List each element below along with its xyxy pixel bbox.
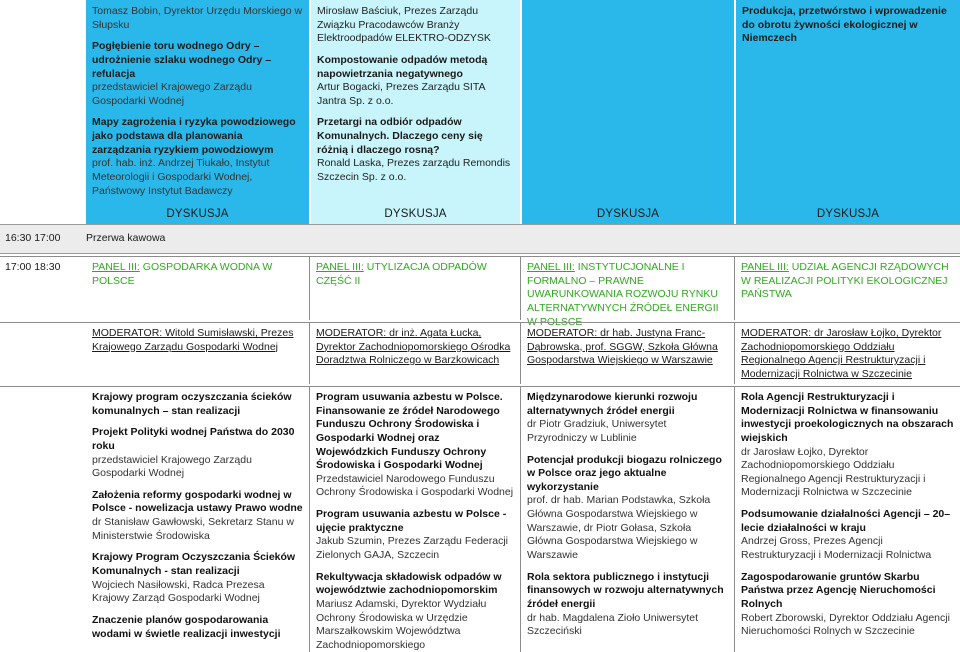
talk-title: Pogłębienie toru wodnego Odry – udrożnienie szlaku wodnego Odry – refulacja bbox=[92, 40, 272, 80]
talk-title: Rola Agencji Restrukturyzacji i Modernizacji Rolnictwa w finansowaniu inwestycji proekologicznych na obszarach wiejskich bbox=[741, 391, 954, 444]
talk-block bbox=[317, 116, 514, 184]
talk-block bbox=[741, 391, 954, 500]
talks-col-1 bbox=[86, 387, 309, 652]
session-time: 17:00 18:30 bbox=[5, 261, 61, 273]
moderator: MODERATOR: dr Jarosław Łojko, Dyrektor Zachodniopomorskiego Oddziału Regionalnego Agencji Restrukturyzacji i Modernizacji Rolnictwa w Szczecinie bbox=[734, 323, 960, 384]
panel-prefix: PANEL III: bbox=[527, 261, 575, 273]
discussion-label: DYSKUSJA bbox=[166, 208, 229, 220]
talk-block bbox=[527, 454, 728, 563]
speaker: Ronald Laska, Prezes zarządu Remondis Szczecin Sp. z o.o. bbox=[317, 157, 511, 184]
speaker: Tomasz Bobin, Dyrektor Urzędu Morskiego w Słupsku bbox=[92, 5, 303, 31]
panel-prefix: PANEL III: bbox=[316, 261, 364, 273]
moderator: MODERATOR: Witold Sumisławski, Prezes Krajowego Zarządu Gospodarki Wodnej bbox=[92, 327, 294, 353]
talks-row bbox=[0, 386, 960, 652]
talk-title: Krajowy program oczyszczania ścieków komunalnych – stan realizacji bbox=[92, 391, 292, 417]
talk-title: Rekultywacja składowisk odpadów w województwie zachodniopomorskim bbox=[316, 570, 502, 597]
panel-title bbox=[520, 257, 734, 328]
panel-name: INSTYTUCJONALNE I FORMALNO – PRAWNE UWARUNKOWANIA ROZWOJU RYNKU ALTERNATYWNYCH ŹRÓDEŁ ENERGII W POLSCE bbox=[527, 261, 719, 328]
talk-block bbox=[92, 40, 303, 108]
talk-title: Finansowanie ze źródeł Narodowego Funduszu Ochrony Środowiska i Gospodarki Wodnej oraz Wojewódzkich Funduszy Ochrony Środowiska i Gospodarki Wodnej bbox=[316, 404, 500, 472]
moderator: MODERATOR: dr hab. Justyna Franc-Dąbrowska, prof. SGGW, Szkoła Główna Gospodarstwa Wiejskiego w Warszawie bbox=[520, 323, 734, 384]
talk-title: Program usuwania azbestu w Polsce - ujęcie praktyczne bbox=[316, 508, 507, 534]
panel-name: UDZIAŁ AGENCJI RZĄDOWYCH W REALIZACJI POLITYKI EKOLOGICZNEJ PAŃSTWA bbox=[741, 261, 949, 301]
top-col-1 bbox=[86, 0, 309, 224]
discussion-label: DYSKUSJA bbox=[816, 208, 880, 220]
speaker: dr Piotr Gradziuk, Uniwersytet Przyrodniczy w Lublinie bbox=[527, 418, 667, 444]
panel-session bbox=[0, 256, 960, 652]
talk-block bbox=[317, 5, 514, 46]
panel-name: UTYLIZACJA ODPADÓW CZĘŚĆ II bbox=[316, 261, 487, 287]
talks-col-2 bbox=[309, 387, 520, 652]
talk-title: Produkcja, przetwórstwo i wprowadzenie do obrotu żywności ekologicznej w Niemczech bbox=[742, 5, 947, 45]
moderator-row bbox=[0, 322, 960, 384]
talk-title: Przetargi na odbiór odpadów Komunalnych. Dlaczego ceny się różnią i dlaczego rosną? bbox=[317, 116, 483, 156]
talk-block bbox=[92, 391, 303, 418]
top-col-2 bbox=[309, 0, 520, 224]
talk-title: Międzynarodowe kierunki rozwoju alternatywnych źródeł energii bbox=[527, 391, 698, 417]
panel-prefix: PANEL III: bbox=[92, 261, 140, 273]
discussion-label: DYSKUSJA bbox=[596, 208, 660, 220]
talk-block bbox=[316, 571, 514, 652]
talk-block bbox=[92, 5, 303, 32]
moderator: MODERATOR: dr inż. Agata Łucka, Dyrektor Zachodniopomorskiego Ośrodka Doradztwa Rolniczego w Barzkowicach bbox=[309, 323, 520, 384]
break-label: Przerwa kawowa bbox=[86, 232, 166, 245]
talk-block bbox=[741, 571, 954, 639]
talks-col-3 bbox=[520, 387, 734, 652]
talk-title: Rola sektora publicznego i instytucji finansowych w rozwoju alternatywnych źródeł energii bbox=[527, 570, 724, 610]
speaker: przedstawiciel Krajowego Zarządu Gospodarki Wodnej bbox=[92, 453, 252, 480]
talk-title: Podsumowanie działalności Agencji – 20–lecie działalności w kraju bbox=[741, 508, 951, 534]
speaker: dr Stanisław Gawłowski, Sekretarz Stanu w Ministerstwie Środowiska bbox=[92, 516, 294, 542]
talk-title: Mapy zagrożenia i ryzyka powodziowego jako podstawa dla planowania zarządzania ryzykiem powodziowym bbox=[92, 116, 296, 156]
talk-block bbox=[92, 489, 303, 544]
talk-block bbox=[316, 405, 514, 500]
panel-title-row bbox=[0, 256, 960, 328]
talk-block bbox=[316, 508, 514, 563]
talk-title: Kompostowanie odpadów metodą napowietrzania negatywnego bbox=[317, 53, 488, 80]
talk-title: Założenia reformy gospodarki wodnej w Polsce - nowelizacja ustawy Prawo wodne bbox=[92, 488, 303, 515]
talk-block bbox=[527, 391, 728, 446]
speaker: Robert Zborowski, Dyrektor Oddziału Agencji Nieruchomości Rolnych w Szczecinie bbox=[741, 611, 950, 638]
speaker: prof. hab. inż. Andrzej Tiukało, Instytut Meteorologii i Gospodarki Wodnej, Państwowy Instytut Badawczy bbox=[92, 157, 270, 197]
panel-prefix: PANEL III: bbox=[741, 261, 789, 273]
discussion-label: DYSKUSJA bbox=[384, 208, 447, 220]
panel-title bbox=[309, 257, 520, 320]
talk-block bbox=[742, 5, 954, 46]
speaker: dr Jarosław Łojko, Dyrektor Zachodniopomorskiego Oddziału Regionalnego Agencji Restrukturyzacji i Modernizacji Rolnictwa w Szczecinie bbox=[741, 445, 926, 499]
talk-block bbox=[317, 54, 514, 109]
talk-block bbox=[741, 508, 954, 563]
panel-name: GOSPODARKA WODNA W POLSCE bbox=[92, 261, 273, 287]
speaker: Jakub Szumin, Prezes Zarządu Federacji Zielonych GAJA, Szczecin bbox=[316, 535, 508, 562]
top-col-4 bbox=[734, 0, 960, 224]
talk-block bbox=[92, 116, 303, 198]
talk-title: Zagospodarowanie gruntów Skarbu Państwa przez Agencję Nieruchomości Rolnych bbox=[741, 570, 936, 610]
panel-title bbox=[734, 257, 960, 320]
speaker: Andrzej Gross, Prezes Agencji Restrukturyzacji i Modernizacji Rolnictwa bbox=[741, 535, 932, 562]
talk-block bbox=[92, 551, 303, 606]
talks-col-4 bbox=[734, 387, 960, 652]
speaker: dr hab. Magdalena Zioło Uniwersytet Szczeciński bbox=[527, 611, 699, 638]
talk-title: Projekt Polityki wodnej Państwa do 2030 roku bbox=[92, 426, 295, 452]
talk-title: Znaczenie planów gospodarowania wodami w świetle realizacji inwestycji bbox=[92, 613, 281, 640]
top-col-3 bbox=[520, 0, 734, 224]
talk-title: Krajowy Program Oczyszczania Ścieków Komunalnych - stan realizacji bbox=[92, 551, 296, 578]
speaker: Artur Bogacki, Prezes Zarządu SITA Jantra Sp. z o.o. bbox=[317, 81, 485, 107]
speaker: Wojciech Nasiłowski, Radca Prezesa Krajowy Zarząd Gospodarki Wodnej bbox=[92, 578, 265, 605]
talk-block bbox=[92, 614, 303, 641]
speaker: Mirosław Baściuk, Prezes Zarządu Związku Pracodawców Branży Elektroodpadów ELEKTRO-ODZYSK bbox=[317, 5, 491, 45]
time-gutter bbox=[0, 387, 86, 652]
talk-block bbox=[527, 571, 728, 639]
speaker: prof. dr hab. Marian Podstawka, Szkoła Główna Gospodarstwa Wiejskiego w Warszawie, dr Piotr Gołasa, Szkoła Główna Gospodarstwa Wiejskiego w Warszawie bbox=[527, 494, 711, 562]
talk-block bbox=[92, 426, 303, 481]
break-time: 16:30 17:00 bbox=[5, 232, 61, 245]
speaker: Mariusz Adamski, Dyrektor Wydziału Ochrony Środowiska w Urzędzie Marszałkowskim Województwa Zachodniopomorskiego bbox=[316, 597, 487, 651]
talk-title: Potencjał produkcji biogazu rolniczego w Polsce oraz jego aktualne wykorzystanie bbox=[527, 453, 722, 493]
top-session bbox=[0, 0, 960, 224]
coffee-break-row bbox=[0, 224, 960, 254]
time-gutter bbox=[0, 0, 86, 224]
speaker: Przedstawiciel Narodowego Funduszu Ochrony Środowiska i Gospodarki Wodnej bbox=[316, 472, 514, 499]
speaker: przedstawiciel Krajowego Zarządu Gospodarki Wodnej bbox=[92, 81, 252, 107]
talk-title: Program usuwania azbestu w Polsce. bbox=[316, 391, 503, 403]
time-gutter bbox=[0, 323, 86, 384]
panel-title bbox=[86, 257, 309, 320]
